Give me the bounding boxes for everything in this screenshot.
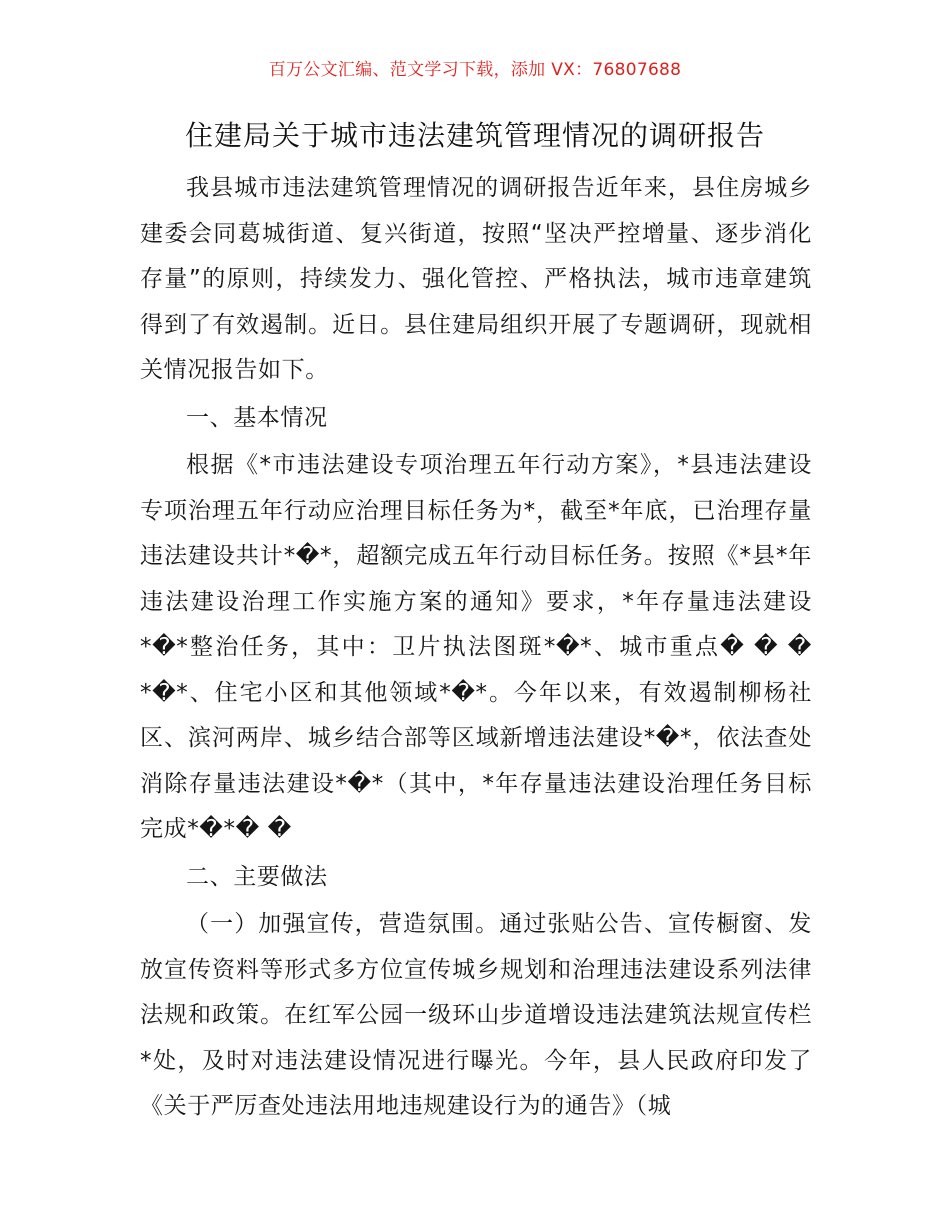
intro-paragraph: 我县城市违法建筑管理情况的调研报告近年来，县住房城乡建委会同葛城街道、复兴街道，按照“坚决严控增量、逐步消化存量”的原则，持续发力、强化管控、严格执法，城市违章建筑得到了有效遏制。近日。县住建局组织开展了专题调研，现就相关情况报告如下。 xyxy=(140,175,812,383)
document-body xyxy=(140,166,812,1130)
basic-situation-paragraph: 根据《*市违法建设专项治理五年行动方案》，*县违法建设专项治理五年行动应治理目标任务为*，截至*年底，已治理存量违法建设共计*�*，超额完成五年行动目标任务。按照《*县*年违法建设治理工作实施方案的通知》要求，*年存量违法建设*�*整治任务，其中：卫片执法图斑*�*、城市重点� � � *�*、住宅小区和其他领域*�*。今年以来，有效遏制柳杨社区、滨河两岸、城乡结合部等区域新增违法建设*�*，依法查处消除存量违法建设*�*（其中，*年存量违法建设治理任务目标完成*�*� � xyxy=(140,452,812,842)
document-title: 住建局关于城市违法建筑管理情况的调研报告 xyxy=(184,119,765,152)
watermark-header: 百万公文汇编、范文学习下载，添加 VX：76807688 xyxy=(268,60,682,80)
section-heading-basic-situation: 一、基本情况 xyxy=(186,404,328,431)
main-practices-paragraph: （一）加强宣传，营造氛围。通过张贴公告、宣传橱窗、发放宣传资料等形式多方位宣传城乡规划和治理违法建设系列法律法规和政策。在红军公园一级环山步道增设违法建筑法规宣传栏*处，及时对违法建设情况进行曝光。今年，县人民政府印发了《关于严厉查处违法用地违规建设行为的通告》（城 xyxy=(140,911,812,1119)
section-heading-main-practices: 二、主要做法 xyxy=(186,863,328,890)
